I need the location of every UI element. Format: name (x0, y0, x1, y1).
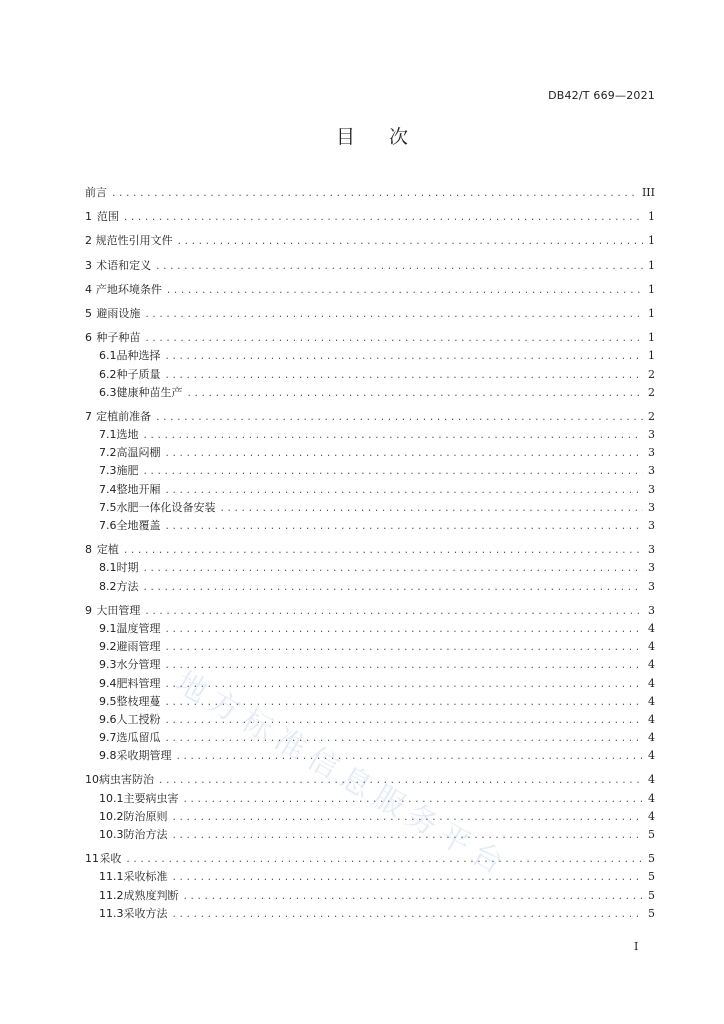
toc-entry-label: 整枝理蔓 (116, 694, 161, 708)
toc-entry-page: 4 (648, 773, 655, 787)
toc-entry-label: 全地覆盖 (116, 519, 161, 532)
toc-entry-page: 1 (648, 258, 655, 272)
toc-entry-label: 施肥 (116, 464, 139, 478)
dot-leader (158, 772, 643, 790)
toc-entry-page: 3 (648, 464, 655, 478)
toc-entry-label: 前言 (85, 186, 107, 199)
toc-entry-number: 3 (85, 258, 92, 272)
toc-entry-label: 防治方法 (123, 828, 168, 841)
toc-entry-page: 1 (648, 331, 655, 345)
toc-entry-page: 3 (648, 500, 655, 514)
toc-entry[interactable] (85, 305, 655, 323)
toc-entry-page: 4 (648, 676, 655, 690)
toc-entry-label: 采收 (99, 852, 122, 866)
toc-subentry[interactable] (85, 620, 655, 638)
toc-entry-page: 4 (648, 658, 655, 672)
toc-entry-page: 3 (648, 446, 655, 460)
toc-entry-number: 7.2 (99, 446, 117, 460)
toc-entry-label: 整地开厢 (116, 482, 161, 496)
dot-leader (144, 306, 643, 324)
toc-entry-page: 3 (648, 543, 655, 557)
toc-entry[interactable] (85, 850, 655, 868)
dot-leader (155, 258, 643, 276)
toc-entry-number: 4 (85, 282, 92, 296)
toc-entry-label: 肥料管理 (116, 676, 161, 690)
toc-entry-label: 产地环境条件 (95, 282, 162, 296)
toc-entry-page: 4 (648, 640, 655, 654)
toc-entry-page: 1 (648, 282, 655, 296)
toc-entry-number: 11.3 (99, 906, 124, 920)
toc-entry-page: 4 (648, 809, 655, 823)
toc-entry-page: 4 (648, 694, 655, 708)
dot-leader (176, 748, 644, 766)
toc-entry-number: 9.5 (99, 694, 117, 708)
dot-leader (165, 518, 644, 536)
toc-entry-number: 7.3 (99, 464, 117, 478)
toc-entry-label: 大田管理 (96, 603, 141, 617)
toc-entry-page: III (641, 186, 655, 199)
toc-subentry[interactable] (85, 578, 655, 596)
toc-entry-label: 定植 (96, 543, 119, 557)
toc-entry-label: 温度管理 (116, 621, 161, 635)
toc-entry[interactable] (85, 329, 655, 347)
toc-entry[interactable] (85, 408, 655, 426)
toc-subentry[interactable] (85, 499, 655, 517)
toc-entry-label: 品种选择 (116, 349, 161, 363)
dot-leader (111, 185, 638, 203)
toc-subentry[interactable] (85, 462, 655, 480)
toc-entry-label: 选地 (116, 428, 139, 442)
toc-subentry[interactable] (85, 808, 655, 826)
toc-entry-number: 6.2 (99, 367, 117, 381)
toc-entry-label: 方法 (116, 579, 139, 593)
toc-entry-page: 1 (648, 234, 655, 248)
toc-entry-page: 3 (648, 603, 655, 617)
dot-leader (155, 409, 643, 427)
dot-leader (177, 233, 643, 251)
toc-entry-number: 6.3 (99, 385, 117, 399)
toc-entry-number: 11.2 (99, 888, 124, 902)
toc-subentry[interactable] (85, 693, 655, 711)
page-title (0, 122, 724, 149)
toc-entry-label: 水分管理 (116, 658, 161, 672)
toc-entry-number: 9.3 (99, 658, 117, 672)
toc-subentry[interactable] (85, 444, 655, 462)
toc-entry[interactable] (85, 602, 655, 620)
toc-entry[interactable] (85, 771, 655, 789)
toc-entry-number: 10.1 (99, 791, 124, 805)
toc-entry[interactable] (85, 541, 655, 559)
dot-leader (220, 500, 644, 518)
toc-entry[interactable] (85, 232, 655, 250)
toc-entry-label: 术语和定义 (96, 258, 152, 272)
toc-entry-page: 4 (648, 621, 655, 635)
toc-entry-number: 9.2 (99, 640, 117, 654)
toc-entry-number: 2 (85, 234, 92, 248)
dot-leader (165, 657, 644, 675)
toc-entry-label: 人工授粉 (116, 712, 161, 726)
toc-entry-page: 3 (648, 519, 655, 532)
toc-entry-page: 4 (648, 712, 655, 726)
toc-entry-number: 8.1 (99, 561, 117, 575)
toc-entry-label: 时期 (116, 561, 139, 575)
toc-subentry[interactable] (85, 868, 655, 886)
toc-subentry[interactable] (85, 747, 655, 765)
toc-entry-label: 采收方法 (123, 906, 168, 920)
toc-subentry[interactable] (85, 826, 655, 844)
toc-entry-label: 水肥一体化设备安装 (116, 500, 216, 514)
dot-leader (123, 209, 643, 227)
standard-code: DB42/T 669—2021 (548, 89, 655, 102)
toc-entry-number: 10.2 (99, 809, 124, 823)
toc-entry-label: 定植前准备 (96, 409, 152, 423)
page-title-char-2: 次 (389, 126, 409, 148)
toc-subentry[interactable] (85, 711, 655, 729)
dot-leader (165, 445, 644, 463)
dot-leader (165, 367, 644, 385)
toc-entry-page: 5 (648, 906, 655, 920)
page-number: I (634, 940, 639, 953)
toc-entry-number: 11.1 (99, 870, 124, 884)
dot-leader (172, 906, 644, 924)
dot-leader (123, 542, 643, 560)
toc-entry-number: 10 (85, 773, 99, 787)
toc-entry-label: 避雨设施 (96, 306, 141, 320)
toc-entry-page: 2 (648, 367, 655, 381)
dot-leader (172, 869, 644, 887)
toc-entry-page: 3 (648, 482, 655, 496)
toc-entry-label: 避雨管理 (116, 640, 161, 654)
toc-entry-number: 11 (85, 852, 99, 866)
dot-leader (165, 676, 644, 694)
toc-entry-page: 2 (648, 409, 655, 423)
toc-entry-page: 5 (648, 828, 655, 841)
toc-entry-number: 9.6 (99, 712, 117, 726)
toc-entry-label: 成熟度判断 (123, 888, 179, 902)
toc-subentry[interactable] (85, 638, 655, 656)
toc-entry-number: 1 (85, 210, 92, 224)
toc-subentry[interactable] (85, 790, 655, 808)
watermark: 地方标准信息服务平台 (169, 664, 517, 886)
toc-subentry[interactable] (85, 887, 655, 905)
toc-subentry[interactable] (85, 729, 655, 747)
toc-subentry[interactable] (85, 384, 655, 402)
dot-leader (166, 282, 643, 300)
toc-entry-number: 7.5 (99, 500, 117, 514)
toc-entry-label: 采收期管理 (116, 749, 172, 763)
dot-leader (165, 694, 644, 712)
toc-entry-number: 10.3 (99, 828, 124, 841)
toc-entry-page: 4 (648, 731, 655, 745)
toc-entry-number: 7.6 (99, 519, 117, 532)
toc-entry-number: 6.1 (99, 349, 117, 363)
toc-entry-number: 9.4 (99, 676, 117, 690)
toc-entry-number: 9 (85, 603, 92, 617)
toc-entry-label: 主要病虫害 (123, 791, 179, 805)
toc-entry-page: 1 (648, 306, 655, 320)
toc-entry[interactable] (85, 208, 655, 226)
toc-entry-label: 范围 (96, 210, 119, 224)
toc-entry-label: 种子种苗 (96, 331, 141, 345)
toc-entry-number: 8 (85, 543, 92, 557)
dot-leader (165, 621, 644, 639)
toc-entry-number: 6 (85, 331, 92, 345)
dot-leader (165, 348, 644, 366)
toc-entry-label: 选瓜留瓜 (116, 731, 161, 745)
dot-leader (183, 888, 644, 906)
toc-entry-label: 采收标准 (123, 870, 168, 884)
toc-entry[interactable] (85, 257, 655, 275)
toc-entry-label: 病虫害防治 (99, 773, 154, 787)
toc-entry-number: 9.8 (99, 749, 117, 763)
toc-entry-page: 3 (648, 579, 655, 593)
toc-entry-number: 5 (85, 306, 92, 320)
toc-entry-label: 规范性引用文件 (95, 234, 173, 248)
toc-entry-number: 9.7 (99, 731, 117, 745)
toc-entry[interactable] (85, 281, 655, 299)
dot-leader (144, 603, 643, 621)
dot-leader (125, 851, 643, 869)
dot-leader (165, 482, 644, 500)
toc-entry-page: 4 (648, 749, 655, 763)
toc-subentry[interactable] (85, 366, 655, 384)
dot-leader (144, 330, 643, 348)
toc-entry-number: 7.1 (99, 428, 117, 442)
toc-entry-number: 8.2 (99, 579, 117, 593)
dot-leader (165, 712, 644, 730)
toc-entry-label: 种子质量 (116, 367, 161, 381)
dot-leader (183, 791, 644, 809)
dot-leader (143, 427, 644, 445)
toc-subentry[interactable] (85, 481, 655, 499)
toc-entry-number: 7 (85, 409, 92, 423)
table-of-contents (85, 184, 655, 923)
toc-entry-page: 5 (648, 852, 655, 866)
dot-leader (165, 730, 644, 748)
toc-entry-page: 3 (648, 428, 655, 442)
toc-entry-page: 1 (648, 210, 655, 224)
toc-entry-number: 9.1 (99, 621, 117, 635)
toc-subentry[interactable] (85, 347, 655, 365)
toc-entry-page: 4 (648, 791, 655, 805)
dot-leader (172, 809, 644, 827)
toc-entry-page: 5 (648, 870, 655, 884)
toc-entry-number: 7.4 (99, 482, 117, 496)
toc-subentry[interactable] (85, 656, 655, 674)
toc-entry[interactable] (85, 184, 655, 202)
toc-entry-label: 健康种苗生产 (116, 385, 183, 399)
toc-subentry[interactable] (85, 426, 655, 444)
dot-leader (187, 385, 644, 403)
toc-entry-label: 高温闷棚 (116, 446, 161, 460)
toc-subentry[interactable] (85, 905, 655, 923)
dot-leader (172, 827, 644, 845)
dot-leader (143, 560, 644, 578)
toc-entry-page: 5 (648, 888, 655, 902)
toc-subentry[interactable] (85, 675, 655, 693)
toc-entry-page: 3 (648, 561, 655, 575)
dot-leader (165, 639, 644, 657)
toc-entry-page: 1 (648, 349, 655, 363)
toc-subentry[interactable] (85, 517, 655, 535)
dot-leader (143, 579, 644, 597)
toc-subentry[interactable] (85, 559, 655, 577)
toc-entry-page: 2 (648, 385, 655, 399)
toc-entry-label: 防治原则 (123, 809, 168, 823)
page-title-char-1: 目 (335, 126, 355, 148)
dot-leader (143, 463, 644, 481)
